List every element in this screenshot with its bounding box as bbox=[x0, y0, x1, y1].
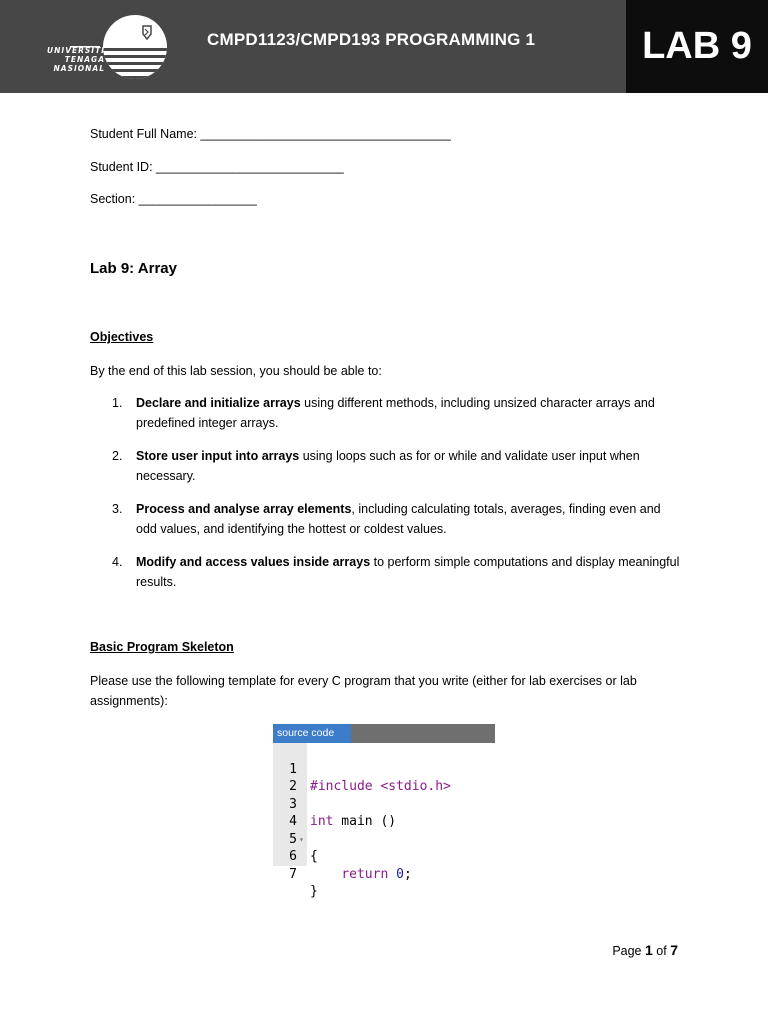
page-word: Page bbox=[612, 944, 642, 958]
objective-item bbox=[90, 393, 680, 433]
university-logo bbox=[30, 12, 170, 82]
objective-number: 2. bbox=[112, 449, 123, 463]
objective-number: 1. bbox=[112, 396, 123, 410]
code-line bbox=[273, 796, 318, 864]
objective-text: using loops such as for or while and validate user input when necessary. bbox=[136, 449, 640, 483]
objectives-heading: Objectives bbox=[90, 330, 154, 344]
line-number: 1 bbox=[289, 761, 297, 777]
objective-bold: Process and analyse array elements bbox=[136, 502, 352, 516]
code-text: int main () bbox=[310, 814, 397, 829]
logo-line-1: UNIVERSITI bbox=[47, 46, 105, 55]
objective-text: , including calculating totals, averages, finding even and odd values, and identifying the hottest or coldest values. bbox=[136, 502, 661, 536]
line-number: 6 bbox=[289, 849, 297, 864]
code-line bbox=[273, 761, 304, 794]
page-header bbox=[0, 0, 768, 93]
objective-text: using different methods, including unsized character arrays and predefined integer arrays. bbox=[136, 396, 655, 430]
objectives-intro: By the end of this lab session, you should be able to: bbox=[90, 364, 382, 378]
logo-line-3: NASIONAL bbox=[53, 64, 105, 73]
objective-item bbox=[90, 552, 680, 592]
objective-item bbox=[90, 499, 680, 539]
line-number: 3 bbox=[289, 796, 297, 812]
code-line bbox=[273, 848, 318, 899]
skeleton-heading: Basic Program Skeleton bbox=[90, 640, 234, 654]
skeleton-intro: Please use the following template for every C program that you write (either for lab exercises or lab assignments): bbox=[90, 674, 637, 708]
objective-number: 3. bbox=[112, 502, 123, 516]
student-id-field: Student ID: ___________________________ bbox=[90, 160, 344, 174]
logo-text bbox=[35, 46, 105, 73]
code-text: return 0; bbox=[341, 866, 412, 882]
code-line bbox=[273, 831, 412, 882]
student-name-field: Student Full Name: ____________________________________ bbox=[90, 127, 451, 141]
objectives-list bbox=[90, 393, 680, 605]
page-current: 1 bbox=[645, 942, 653, 958]
code-block bbox=[273, 724, 495, 899]
objective-bold: Modify and access values inside arrays bbox=[136, 555, 371, 569]
section-field: Section: _________________ bbox=[90, 192, 257, 206]
objective-number: 4. bbox=[112, 555, 123, 569]
objective-item bbox=[90, 446, 680, 486]
line-number: 5 bbox=[289, 831, 297, 847]
page-of: of bbox=[656, 944, 667, 958]
code-line bbox=[273, 743, 451, 794]
code-text: { bbox=[310, 849, 318, 864]
line-number: 7 bbox=[289, 866, 297, 882]
fold-arrow-icon[interactable]: ▾ bbox=[299, 834, 304, 844]
lab-label: LAB 9 bbox=[626, 0, 768, 93]
objective-bold: Store user input into arrays bbox=[136, 449, 300, 463]
objective-bold: Declare and initialize arrays bbox=[136, 396, 301, 410]
line-number: 4 bbox=[289, 814, 297, 829]
logo-line-2: TENAGA bbox=[64, 55, 105, 64]
code-text: #include <stdio.h> bbox=[310, 779, 451, 794]
lab-title: Lab 9: Array bbox=[90, 260, 177, 277]
course-title: CMPD1123/CMPD193 PROGRAMMING 1 bbox=[207, 30, 536, 49]
code-text: } bbox=[310, 884, 318, 899]
objective-text: to perform simple computations and display meaningful results. bbox=[136, 555, 680, 589]
line-number: 2 bbox=[289, 779, 297, 794]
code-line bbox=[273, 813, 304, 847]
page-footer bbox=[612, 942, 678, 958]
page-total: 7 bbox=[670, 942, 678, 958]
code-tab-label: source code bbox=[273, 724, 351, 743]
